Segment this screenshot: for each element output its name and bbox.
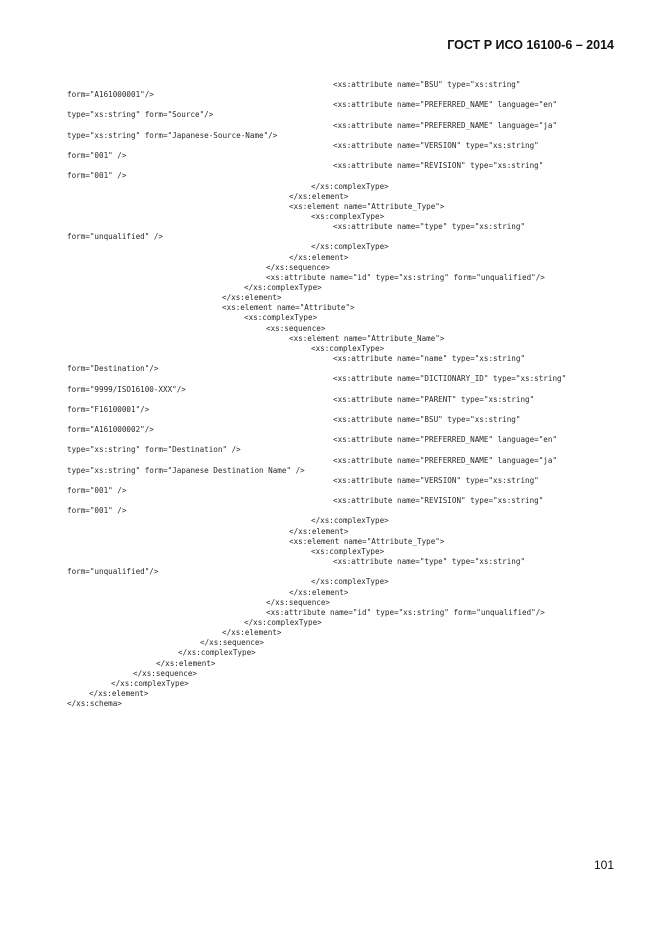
- code-line: form="9999/ISO16100-XXX"/>: [67, 384, 186, 394]
- code-line: <xs:attribute name="REVISION" type="xs:string": [333, 496, 544, 506]
- code-line: </xs:sequence>: [133, 668, 198, 678]
- code-line: </xs:complexType>: [178, 648, 256, 658]
- code-line: </xs:complexType>: [111, 678, 189, 688]
- code-line: </xs:element>: [289, 587, 349, 597]
- code-line: <xs:element name="Attribute_Type">: [289, 201, 445, 211]
- page-number: 101: [593, 858, 614, 872]
- code-line: <xs:attribute name="PARENT" type="xs:string": [333, 394, 535, 404]
- code-line: <xs:attribute name="PREFERRED_NAME" language="en": [333, 100, 558, 110]
- code-line: <xs:attribute name="BSU" type="xs:string": [333, 414, 521, 424]
- code-line: <xs:element name="Attribute_Type">: [289, 536, 445, 546]
- code-line: form="unqualified" />: [67, 232, 164, 242]
- code-line: form="Destination"/>: [67, 364, 159, 374]
- code-line: <xs:attribute name="PREFERRED_NAME" language="ja": [333, 455, 558, 465]
- code-line: type="xs:string" form="Japanese-Source-Name"/>: [67, 130, 278, 140]
- code-line: <xs:complexType>: [311, 546, 385, 556]
- code-line: </xs:complexType>: [244, 617, 322, 627]
- code-line: <xs:complexType>: [311, 211, 385, 221]
- code-line: form="A161000001"/>: [67, 90, 154, 100]
- code-line: type="xs:string" form="Japanese Destination Name" />: [67, 465, 305, 475]
- code-line: type="xs:string" form="Source"/>: [67, 110, 214, 120]
- code-line: <xs:sequence>: [266, 323, 326, 333]
- code-line: type="xs:string" form="Destination" />: [67, 445, 241, 455]
- code-line: <xs:element name="Attribute_Name">: [289, 333, 445, 343]
- code-line: </xs:complexType>: [311, 516, 389, 526]
- code-line: <xs:attribute name="VERSION" type="xs:string": [333, 475, 539, 485]
- code-line: </xs:complexType>: [311, 181, 389, 191]
- code-line: <xs:attribute name="id" type="xs:string" form="unqualified"/>: [266, 272, 545, 282]
- code-line: </xs:complexType>: [244, 283, 322, 292]
- code-line: </xs:complexType>: [311, 242, 389, 252]
- code-line: </xs:element>: [222, 293, 282, 303]
- code-line: form="F16100001"/>: [67, 404, 150, 414]
- code-line: <xs:complexType>: [311, 343, 385, 353]
- code-line: <xs:attribute name="type" type="xs:string": [333, 222, 526, 232]
- code-line: <xs:attribute name="PREFERRED_NAME" language="en": [333, 435, 558, 445]
- code-line: <xs:attribute name="BSU" type="xs:string": [333, 80, 521, 89]
- code-line: form="unqualified"/>: [67, 567, 159, 577]
- code-line: <xs:attribute name="REVISION" type="xs:string": [333, 161, 544, 171]
- code-line: </xs:element>: [89, 689, 149, 698]
- code-line: </xs:element>: [222, 628, 282, 638]
- code-line: form="001" />: [67, 506, 127, 516]
- code-line: </xs:sequence>: [266, 597, 331, 607]
- code-line: <xs:attribute name="VERSION" type="xs:string": [333, 140, 539, 150]
- code-line: <xs:attribute name="id" type="xs:string" form="unqualified"/>: [266, 607, 545, 617]
- code-line: form="A161000002"/>: [67, 425, 154, 435]
- document-header: ГОСТ Р ИСО 16100-6 – 2014: [447, 38, 614, 52]
- code-line: </xs:schema>: [67, 699, 122, 709]
- code-line: <xs:element name="Attribute">: [222, 303, 355, 313]
- code-line: <xs:complexType>: [244, 313, 318, 323]
- code-line: </xs:complexType>: [311, 577, 389, 587]
- code-line: </xs:element>: [156, 658, 216, 668]
- code-line: form="001" />: [67, 151, 127, 161]
- code-line: </xs:sequence>: [266, 262, 331, 272]
- code-line: </xs:element>: [289, 252, 349, 262]
- code-line: form="001" />: [67, 486, 127, 495]
- code-line: form="001" />: [67, 171, 127, 181]
- code-line: </xs:element>: [289, 526, 349, 536]
- code-line: </xs:sequence>: [200, 638, 265, 648]
- code-line: <xs:attribute name="DICTIONARY_ID" type="xs:string": [333, 374, 567, 384]
- code-line: </xs:element>: [289, 191, 349, 201]
- code-line: <xs:attribute name="PREFERRED_NAME" language="ja": [333, 120, 558, 130]
- code-line: <xs:attribute name="type" type="xs:string": [333, 557, 526, 567]
- code-line: <xs:attribute name="name" type="xs:string": [333, 354, 526, 364]
